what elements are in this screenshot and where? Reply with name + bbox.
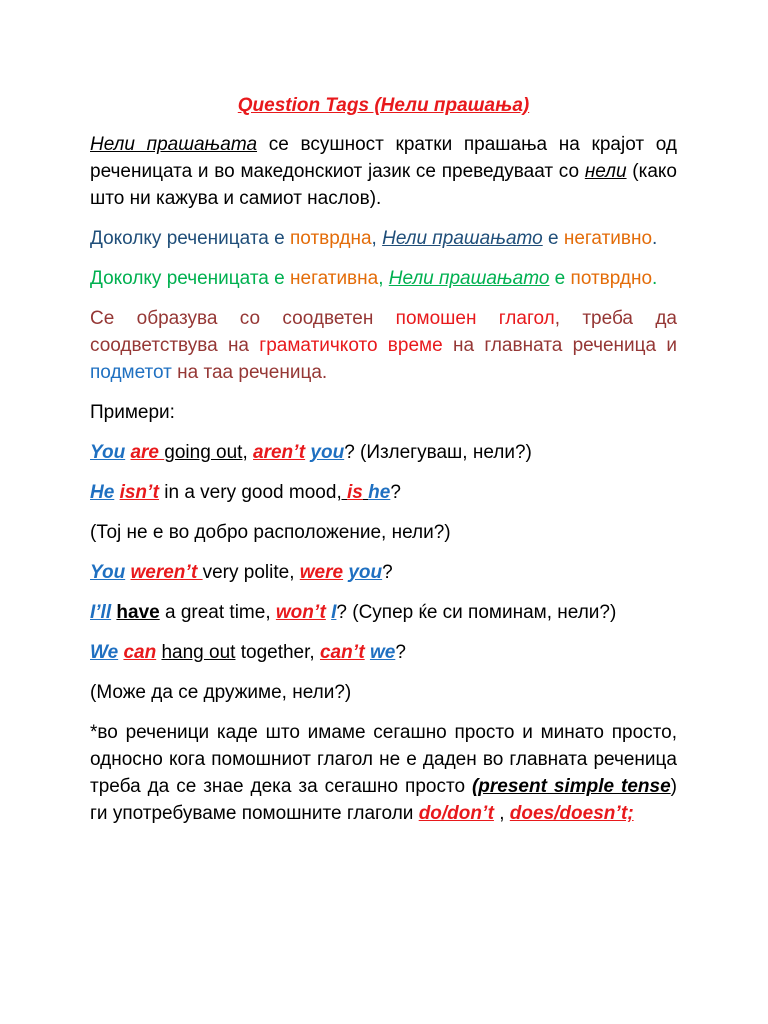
text-run: in a very good mood — [158, 482, 337, 503]
text-run: , — [378, 268, 389, 289]
text-run: weren’t — [130, 562, 203, 583]
text-run: , — [336, 482, 347, 503]
text-run: going out — [164, 442, 243, 463]
text-run: Нели прашањато — [382, 228, 543, 249]
text-run: We — [90, 642, 119, 663]
paragraph — [90, 519, 677, 546]
text-run: you — [310, 442, 345, 463]
text-run: can — [123, 642, 157, 663]
text-run: ? — [390, 482, 401, 503]
paragraph — [90, 131, 677, 212]
text-run: *во реченици каде што имаме сегашно просто и минато просто, односно кога помошниот глагол не е даден во главната реченица треба да се знае дека за сегашно просто — [90, 722, 677, 797]
paragraph — [90, 225, 677, 252]
text-run: together, — [235, 642, 320, 663]
text-run: isn’t — [119, 482, 159, 503]
text-run: негативно — [563, 228, 653, 249]
paragraph — [90, 559, 677, 586]
paragraph — [90, 399, 677, 426]
document-body — [90, 131, 677, 827]
text-run: we — [369, 642, 396, 663]
text-run: , — [493, 803, 510, 824]
text-run: потврдно — [570, 268, 653, 289]
text-run: won’t — [275, 602, 326, 623]
paragraph — [90, 639, 677, 666]
text-run: (present simple tense — [471, 776, 671, 797]
text-run: ? — [395, 642, 406, 663]
text-run: he — [368, 482, 391, 503]
text-run: He — [90, 482, 115, 503]
text-run: подметот — [90, 362, 172, 383]
text-run: на главната реченица и — [442, 335, 677, 356]
text-run: you — [348, 562, 383, 583]
text-run: е — [549, 268, 571, 289]
text-run: нели — [584, 161, 627, 182]
text-run: can’t — [319, 642, 365, 663]
text-run: Доколку реченицата е — [90, 268, 291, 289]
text-run: Примери: — [90, 402, 175, 423]
text-run: Нели прашањата — [90, 134, 258, 155]
text-run: were — [299, 562, 344, 583]
text-run: is — [347, 482, 363, 503]
text-run: граматичкото време — [259, 335, 443, 356]
text-run: потврдна — [290, 228, 372, 249]
paragraph — [90, 439, 677, 466]
text-run: Доколку реченицата е — [90, 228, 291, 249]
text-run: hang out — [161, 642, 236, 663]
text-run: (Може да се дружиме, нели?) — [90, 682, 352, 703]
text-run: е — [542, 228, 564, 249]
text-run: have — [116, 602, 160, 623]
text-run: are — [130, 442, 165, 463]
paragraph — [90, 599, 677, 626]
paragraph — [90, 679, 677, 706]
text-run: се всушност кратки прашања на крајот од реченицата и во македонскиот јазик се преведуваат со — [90, 134, 677, 182]
text-run: ) ги употребуваме помошните глаголи — [90, 776, 677, 824]
text-run: , — [371, 228, 383, 249]
text-run: помошен глагол — [395, 308, 555, 329]
text-run: a great time, — [159, 602, 276, 623]
text-run: . — [652, 268, 658, 289]
text-run: I’ll — [90, 602, 112, 623]
text-run: ? (Излегуваш, нели?) — [344, 442, 532, 463]
paragraph — [90, 305, 677, 386]
document-title: Question Tags (Нели прашања) — [237, 95, 530, 116]
text-run: (како што ни кажува и самиот наслов). — [90, 161, 677, 209]
text-run: Се образува со соодветен — [90, 308, 396, 329]
document-page — [90, 92, 677, 840]
paragraph — [90, 719, 677, 827]
text-run: (Тој не е во добро расположение, нели?) — [90, 522, 451, 543]
paragraph — [90, 479, 677, 506]
text-run: ? — [382, 562, 393, 583]
text-run: , — [242, 442, 254, 463]
paragraph — [90, 265, 677, 292]
text-run: You — [90, 442, 126, 463]
text-run: do/don’t — [418, 803, 494, 824]
text-run: на таа реченица. — [171, 362, 328, 383]
text-run: Нели прашањато — [388, 268, 550, 289]
text-run: негативна — [290, 268, 379, 289]
text-run: , треба да соодветствува на — [90, 308, 677, 356]
text-run: very polite, — [202, 562, 300, 583]
text-run: does/doesn’t; — [509, 803, 634, 824]
text-run: . — [652, 228, 658, 249]
text-run: ? (Супер ќе си поминам, нели?) — [336, 602, 617, 623]
text-run: You — [90, 562, 126, 583]
text-run: I — [331, 602, 337, 623]
text-run: aren’t — [253, 442, 306, 463]
